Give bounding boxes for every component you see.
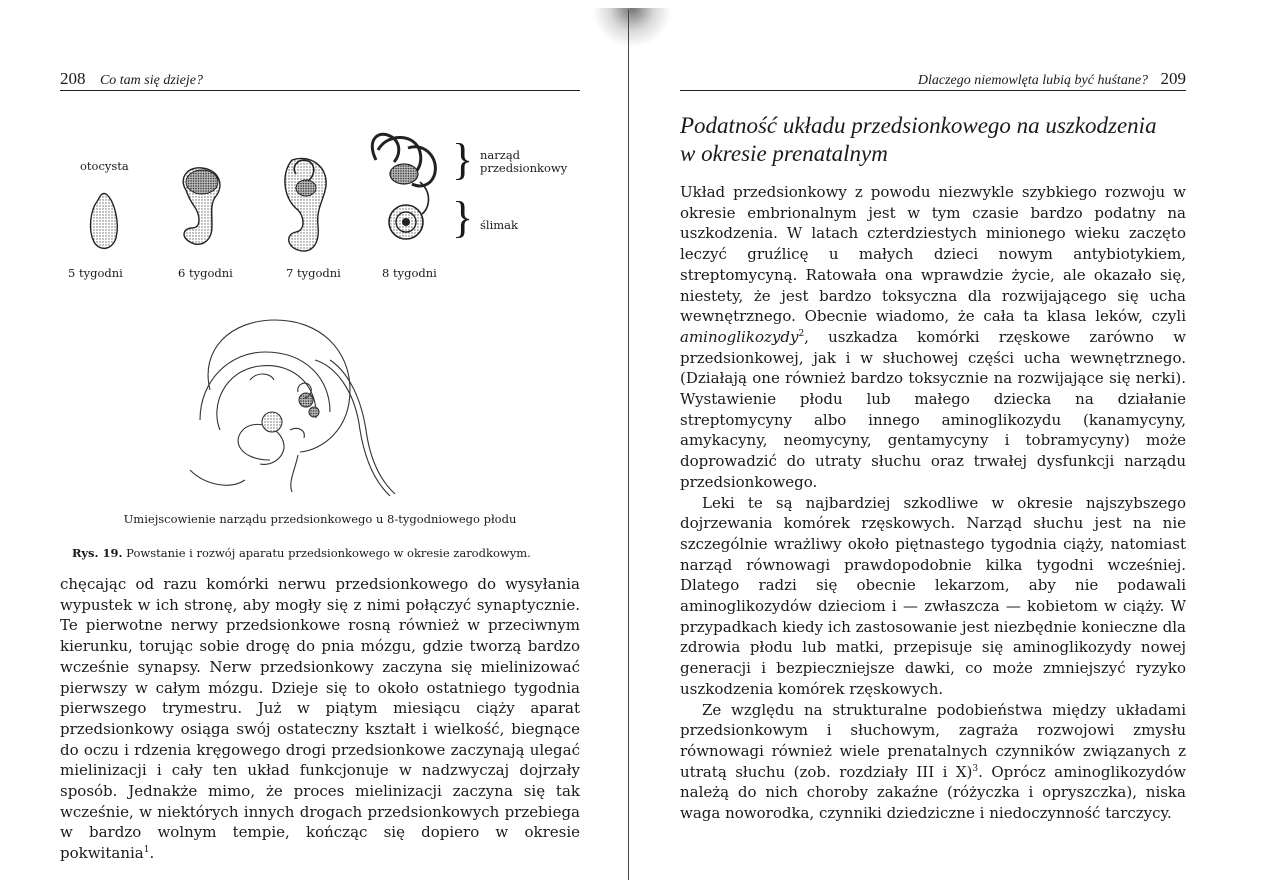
embryo-head-sketch bbox=[190, 320, 395, 496]
labyrinth-7-weeks bbox=[285, 158, 326, 251]
gutter-shadow bbox=[592, 8, 672, 48]
stage-label-5: 5 tygodni bbox=[68, 266, 123, 280]
paragraph-1-text-b: , uszkadza komórki rzęskowe zarówno w przedsionkowej, jak i w słuchowej części ucha wewnętrznego. (Działają one również bardzo toksycznie na rozwijające się nerki). Wystawienie płodu lub małego dziecka na działanie streptomycyny albo innego aminoglikozydu (kanamycyny, amykacyny, neomycyny, gentamycyny i tobramycyny) może doprowadzić do utraty słuchu oraz trwałej dysfunkcji narządu przedsionkowego. bbox=[680, 327, 1186, 491]
otocyst-5-weeks bbox=[91, 193, 118, 248]
otocyst-6-weeks bbox=[183, 168, 220, 245]
figure-caption bbox=[72, 546, 580, 560]
left-running-title: Co tam się dzieje? bbox=[99, 73, 203, 88]
figure-inner-caption: Umiejscowienie narządu przedsionkowego u 8-tygodniowego płodu bbox=[123, 512, 517, 526]
right-running-head bbox=[680, 68, 1186, 91]
page-gutter bbox=[628, 10, 629, 880]
footnote-ref-3: 3 bbox=[972, 763, 979, 774]
paragraph-1 bbox=[680, 182, 1186, 493]
figure-illustration bbox=[60, 130, 580, 510]
labyrinth-8-weeks bbox=[372, 134, 435, 239]
paragraph-2: Leki te są najbardziej szkodliwe w okresie najszybszego dojrzewania komórek rzęskowych. Narząd słuchu jest na nie szczególnie wrażliwy około piętnastego tygodnia ciąży, natomiast narząd równowagi prawdopodobnie kilka tygodni wcześniej. Dlatego radzi się obecnie lekarzom, aby nie podawali aminoglikozydów dzieciom i — zwłaszcza — kobietom w ciąży. W przypadkach kiedy ich zastosowanie jest niezbędnie konieczne dla zdrowia płodu lub matki, przepisuje się aminoglikozydy nowej generacji i bezpieczniejsze dawki, co może zmniejszyć ryzyko uszkodzenia komórek rzęskowych. bbox=[680, 493, 1186, 698]
brace-vestibular: } bbox=[452, 135, 474, 184]
paragraph-3-text-a: Ze względu na strukturalne podobieństwa między układami przedsionkowym i słuchowym, zagraża rozwojowi zmysłu równowagi również wiele prenatalnych czynników związanych z utratą słuchu (zob. rozdziały III i X) bbox=[680, 700, 1186, 781]
right-running-title: Dlaczego niemowlęta lubią być huśtane? bbox=[917, 73, 1149, 88]
section-title bbox=[680, 112, 1186, 168]
brace-cochlea: } bbox=[452, 193, 474, 242]
left-page-number: 208 bbox=[60, 69, 86, 88]
paragraph-3 bbox=[680, 700, 1186, 824]
right-page-number: 209 bbox=[1160, 69, 1186, 88]
label-cochlea: ślimak bbox=[480, 218, 518, 232]
stage-label-6: 6 tygodni bbox=[178, 266, 233, 280]
term-aminoglikozydy: aminoglikozydy bbox=[680, 327, 799, 346]
left-body-text bbox=[60, 574, 580, 864]
footnote-ref-1: 1 bbox=[143, 845, 150, 856]
figure-19 bbox=[60, 130, 580, 570]
paragraph-1-text-a: Układ przedsionkowy z powodu niezwykle szybkiego rozwoju w okresie embrionalnym jest w tym czasie bardzo podatny na uszkodzenia. W latach czterdziestych minionego wieku zaczęto leczyć gruźlicę u małych dzieci nowym antybiotykiem, streptomycyną. Ratowała ona wprawdzie życie, ale okazało się, niestety, że jest bardzo toksyczna dla rozwijającego się ucha wewnętrznego. Obecnie wiadomo, że cała ta klasa leków, czyli bbox=[680, 183, 1186, 326]
left-paragraph-text: chęcając od razu komórki nerwu przedsionkowego do wysyłania wypustek w ich stronę, aby mogły się z nimi połączyć synaptycznie. Te pierwotne nerwy przedsionkowe rosną również w przeciwnym kierunku, torując sobie drogę do pnia mózgu, gdzie tworzą bardzo wcześnie synapsy. Nerw przedsionkowy zaczyna się mielinizować pierwszy w całym mózgu. Dzieje się to około ostatniego tygodnia pierwszego trymestru. Już w piątym miesiącu ciąży aparat przedsionkowy osiąga swój ostateczny kształt i wielkość, biegnące do oczu i rdzenia kręgowego drogi przedsionkowe zaczynają ulegać mielinizacji i cały ten układ funkcjonuje w nadzwyczaj dojrzały sposób. Jednakże mimo, że proces mielinizacji zaczyna się tak wcześnie, w niektórych innych drogach przedsionkowych przebiega w bardzo wolnym tempie, kończąc się dopiero w okresie pokwitania bbox=[60, 575, 580, 863]
footnote-ref-2: 2 bbox=[798, 328, 805, 339]
figure-caption-text: Powstanie i rozwój aparatu przedsionkowego w okresie zarodkowym. bbox=[122, 546, 531, 560]
stage-label-8: 8 tygodni bbox=[382, 266, 437, 280]
right-page bbox=[680, 0, 1186, 894]
section-title-line-1: Podatność układu przedsionkowego na uszkodzenia bbox=[680, 113, 1157, 138]
section-title-line-2: w okresie prenatalnym bbox=[680, 141, 888, 166]
stage-label-7: 7 tygodni bbox=[286, 266, 341, 280]
figure-caption-label: Rys. 19. bbox=[72, 546, 123, 560]
left-paragraph-end: . bbox=[149, 844, 155, 863]
label-otocysta: otocysta bbox=[80, 159, 129, 173]
left-running-head bbox=[60, 68, 580, 91]
paragraph-3-text-b: . Oprócz aminoglikozydów należą do nich choroby zakaźne (różyczka i opryszczka), niska waga noworodka, czynniki dziedziczne i niedoczynność tarczycy. bbox=[680, 762, 1187, 823]
label-vestibular-organ: narząd przedsionkowy bbox=[480, 148, 568, 175]
right-body-text bbox=[680, 182, 1186, 824]
left-paragraph bbox=[60, 574, 580, 864]
left-page bbox=[60, 0, 580, 894]
